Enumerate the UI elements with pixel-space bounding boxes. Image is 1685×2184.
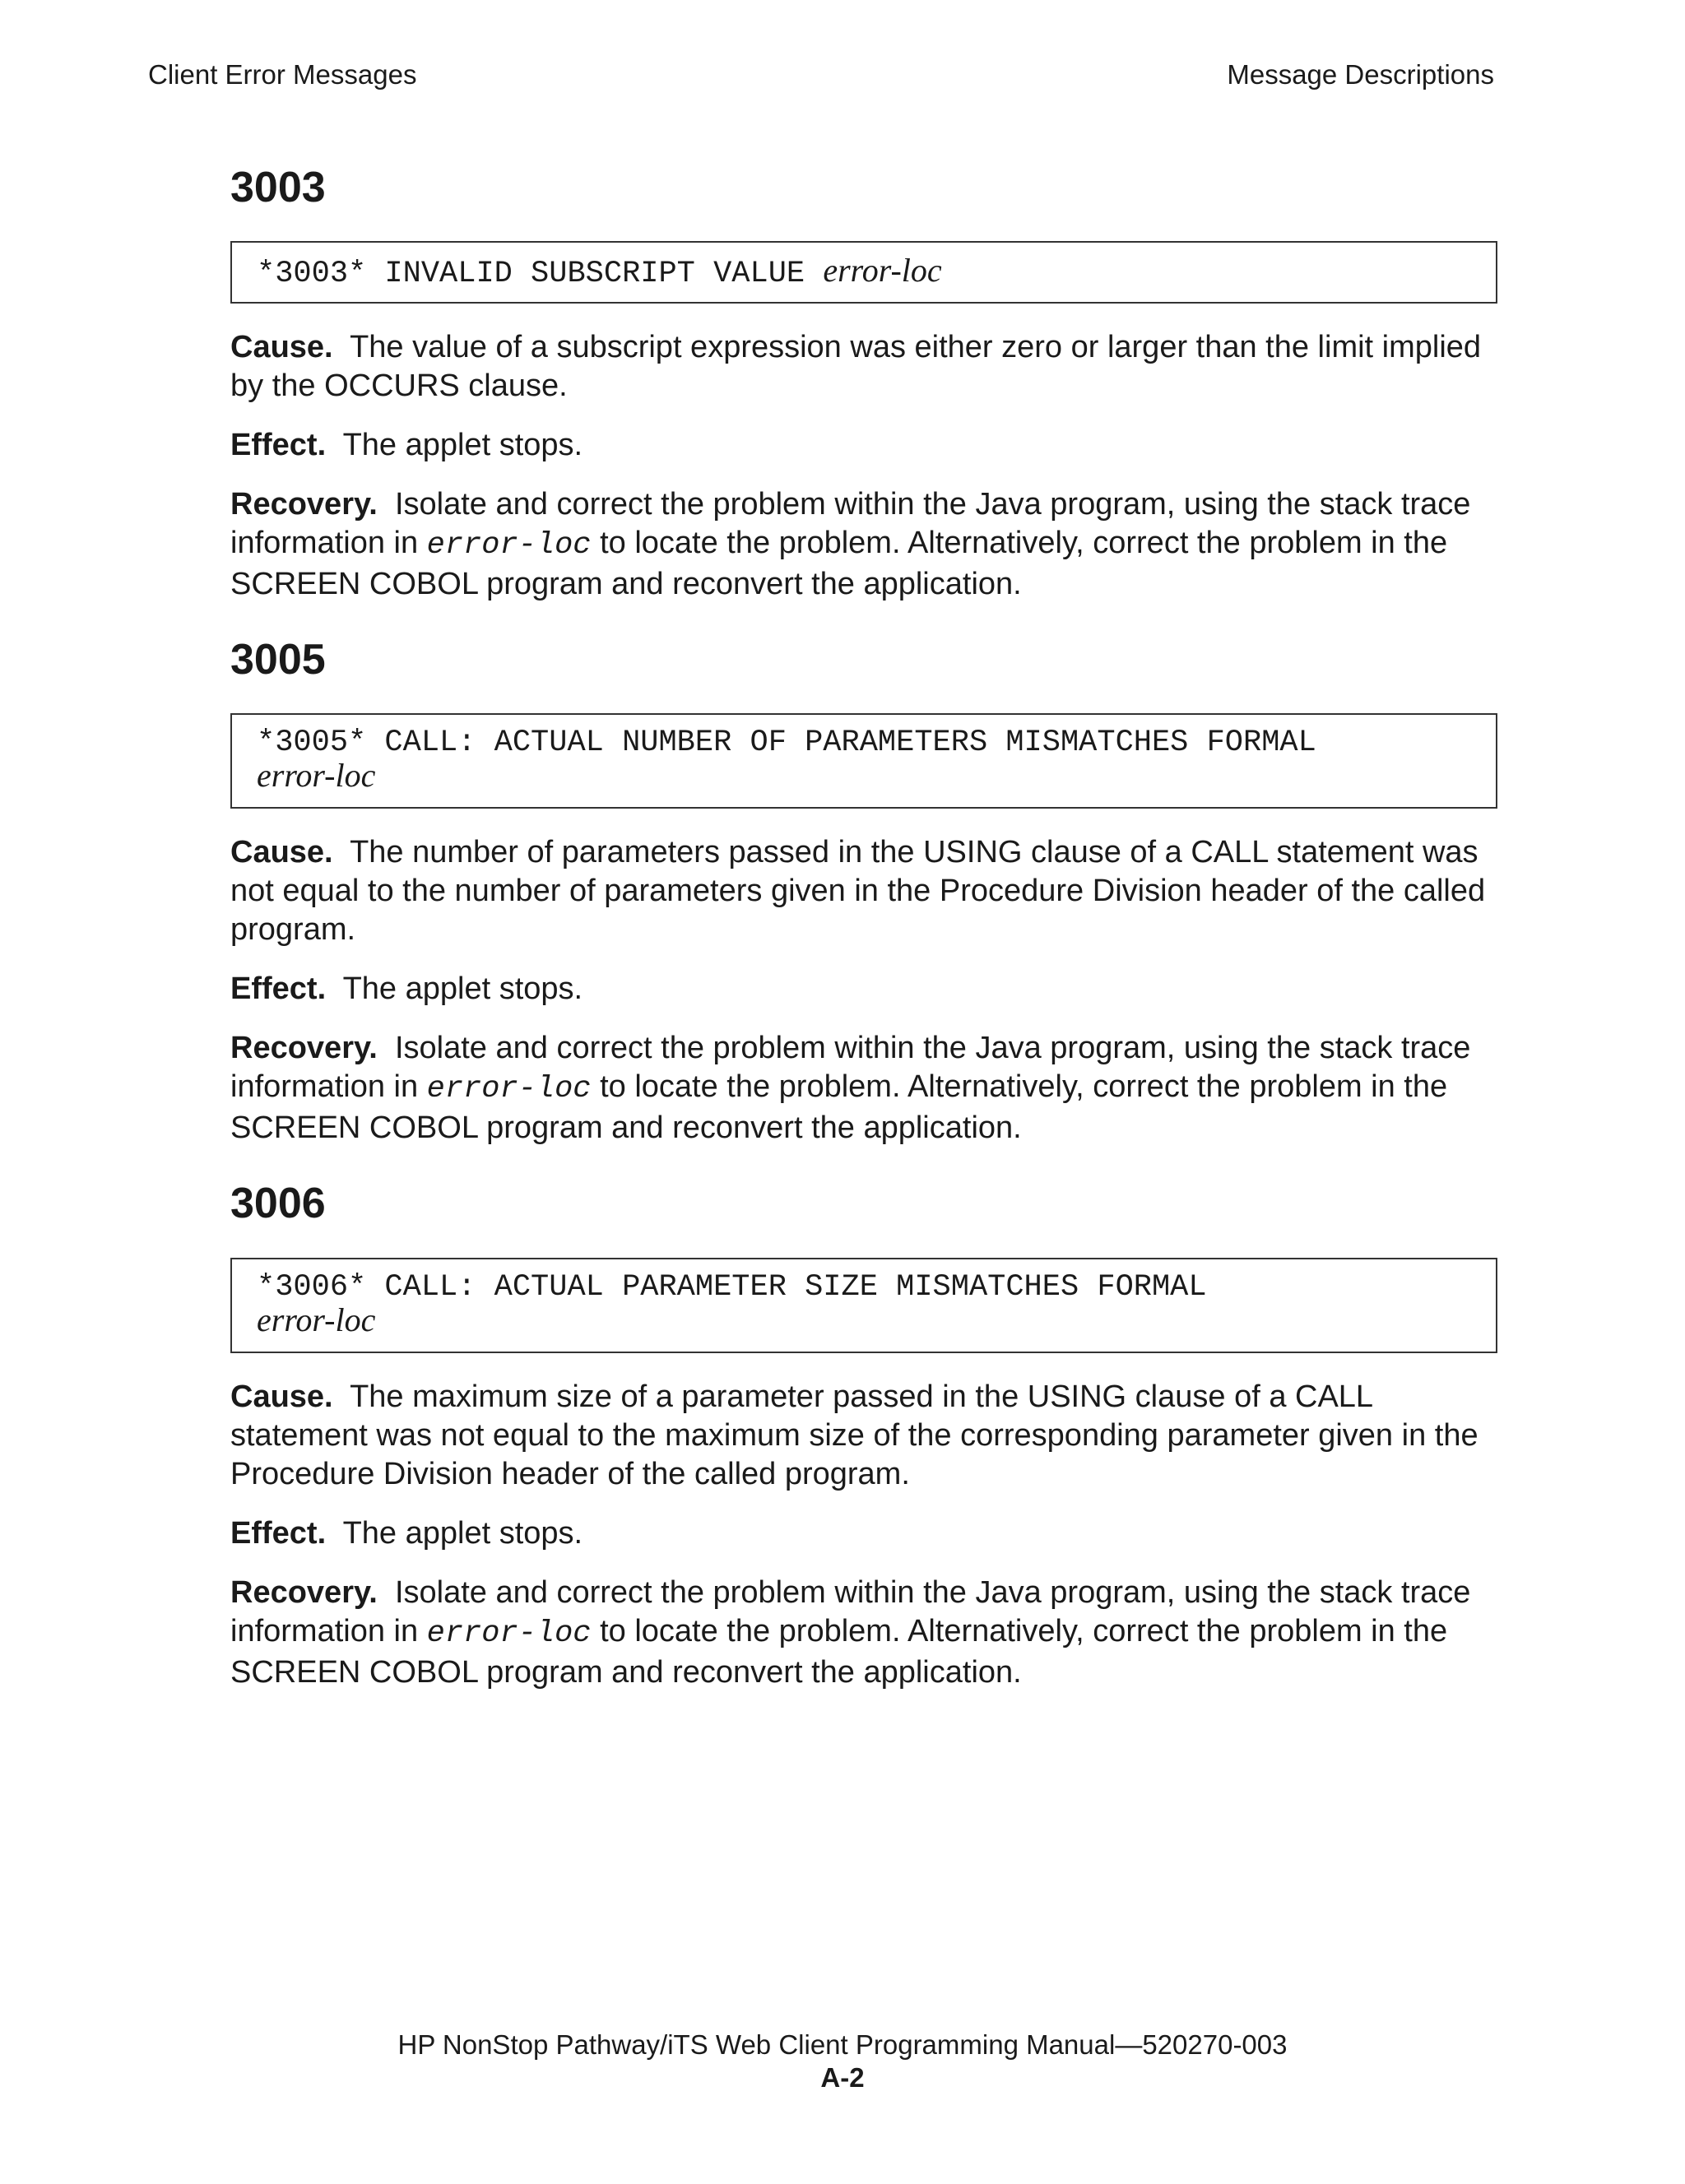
message-variable: error-loc xyxy=(257,757,376,795)
recovery-paragraph xyxy=(230,485,1497,604)
recovery-label: Recovery. xyxy=(230,1031,378,1066)
message-variable: error-loc xyxy=(257,1301,376,1338)
message-text: *3005* CALL: ACTUAL NUMBER OF PARAMETERS MISMATCHES FORMAL xyxy=(257,726,1316,761)
effect-label: Effect. xyxy=(230,1515,327,1551)
cause-label: Cause. xyxy=(230,835,333,870)
cause-label: Cause. xyxy=(230,330,333,365)
recovery-label: Recovery. xyxy=(230,487,378,522)
running-header xyxy=(148,59,1494,90)
recovery-paragraph xyxy=(230,1574,1497,1692)
message-entry-3003 xyxy=(230,165,1497,604)
manual-title: HP NonStop Pathway/iTS Web Client Programming Manual—520270-003 xyxy=(397,2029,1288,2060)
recovery-text-pre: Isolate and correct the problem within the Java program, using the stack trace information in xyxy=(230,1574,1471,1648)
effect-label: Effect. xyxy=(230,971,327,1007)
cause-paragraph xyxy=(230,1378,1497,1494)
message-box xyxy=(230,241,1497,304)
header-left: Client Error Messages xyxy=(148,59,417,90)
page-number: A-2 xyxy=(820,2062,865,2093)
recovery-text-pre: Isolate and correct the problem within the Java program, using the stack trace information in xyxy=(230,1031,1471,1105)
effect-paragraph xyxy=(230,426,1497,465)
page-content xyxy=(230,165,1497,1725)
recovery-variable: error-loc xyxy=(426,528,592,563)
entry-number: 3006 xyxy=(230,1180,326,1228)
message-text: *3006* CALL: ACTUAL PARAMETER SIZE MISMATCHES FORMAL xyxy=(257,1269,1207,1305)
message-box xyxy=(230,713,1497,809)
entry-number: 3003 xyxy=(230,164,326,211)
effect-paragraph xyxy=(230,970,1497,1009)
effect-label: Effect. xyxy=(230,428,327,463)
cause-paragraph xyxy=(230,833,1497,949)
header-right: Message Descriptions xyxy=(1227,59,1494,90)
cause-label: Cause. xyxy=(230,1379,333,1414)
recovery-paragraph xyxy=(230,1029,1497,1148)
message-box xyxy=(230,1258,1497,1353)
recovery-variable: error-loc xyxy=(426,1072,592,1107)
recovery-text-post: to locate the problem. Alternatively, correct the problem in the SCREEN COBOL program and reconvert the application. xyxy=(230,1069,1448,1146)
cause-text: The number of parameters passed in the USING clause of a CALL statement was not equal to the number of parameters given in the Procedure Division header of the called program. xyxy=(230,835,1486,948)
page-footer xyxy=(0,2029,1685,2094)
effect-text: The applet stops. xyxy=(342,1515,583,1551)
recovery-text-post: to locate the problem. Alternatively, correct the problem in the SCREEN COBOL program and reconvert the application. xyxy=(230,526,1448,602)
message-variable: error-loc xyxy=(823,252,942,290)
cause-paragraph xyxy=(230,328,1497,406)
message-text: *3003* INVALID SUBSCRIPT VALUE xyxy=(257,257,824,292)
cause-text: The maximum size of a parameter passed in the USING clause of a CALL statement was not equal to the maximum size of the corresponding parameter given in the Procedure Division header of the called program. xyxy=(230,1379,1478,1491)
effect-paragraph xyxy=(230,1514,1497,1553)
message-entry-3006 xyxy=(230,1180,1497,1691)
entry-number: 3005 xyxy=(230,636,326,684)
recovery-variable: error-loc xyxy=(426,1616,592,1651)
recovery-text-post: to locate the problem. Alternatively, correct the problem in the SCREEN COBOL program and reconvert the application. xyxy=(230,1613,1448,1690)
effect-text: The applet stops. xyxy=(342,428,583,463)
recovery-text-pre: Isolate and correct the problem within the Java program, using the stack trace information in xyxy=(230,487,1471,561)
message-entry-3005 xyxy=(230,637,1497,1148)
recovery-label: Recovery. xyxy=(230,1574,378,1610)
effect-text: The applet stops. xyxy=(342,971,583,1007)
cause-text: The value of a subscript expression was either zero or larger than the limit implied by the OCCURS clause. xyxy=(230,330,1482,404)
